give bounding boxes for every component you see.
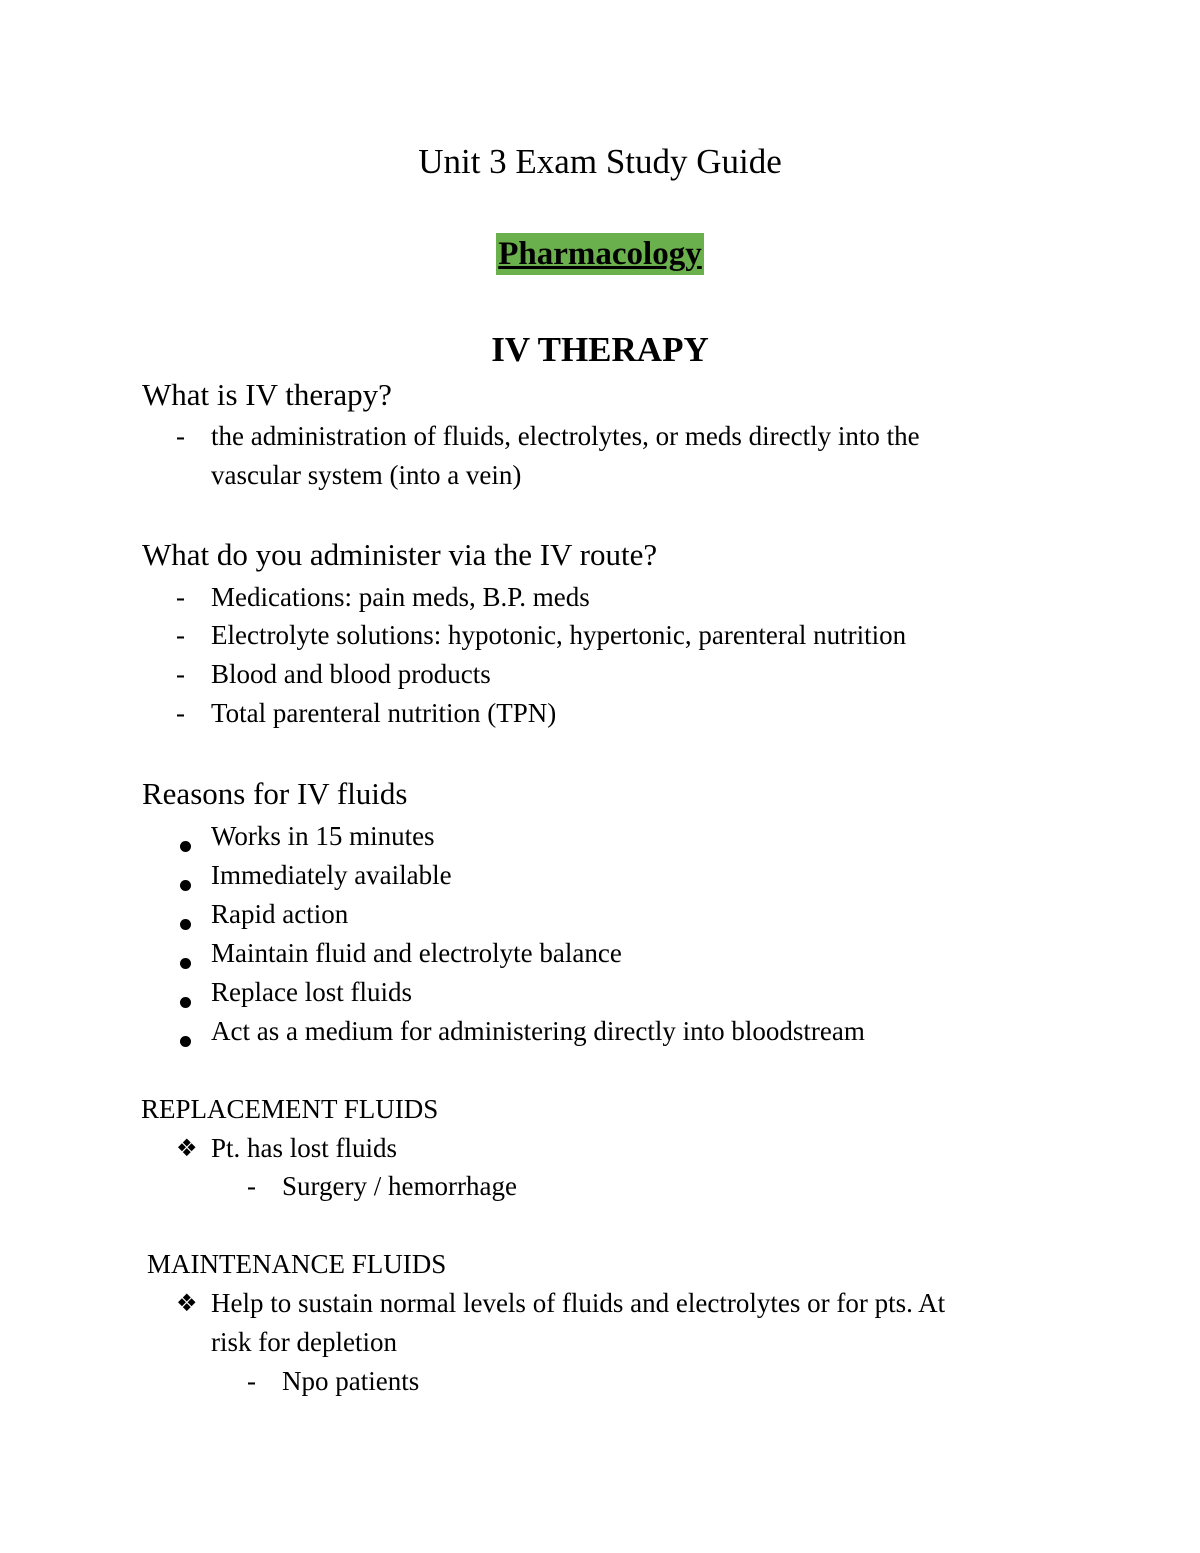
- bullet-dot-icon: [180, 880, 191, 891]
- answer-line-2: vascular system (into a vein): [211, 460, 522, 490]
- section-heading-wrapper: [0, 233, 1200, 275]
- document-title: Unit 3 Exam Study Guide: [418, 142, 782, 181]
- diamond-bullet-icon: ❖: [176, 1134, 198, 1162]
- list-item-line-2: risk for depletion: [211, 1327, 397, 1357]
- list-item: Act as a medium for administering directly into bloodstream: [211, 1016, 865, 1046]
- question-administer: What do you administer via the IV route?: [142, 537, 658, 572]
- bullet-dot-icon: [180, 958, 191, 969]
- dash-marker: -: [247, 1171, 256, 1201]
- list-item: Electrolyte solutions: hypotonic, hypertonic, parenteral nutrition: [211, 620, 907, 650]
- dash-marker: -: [247, 1366, 256, 1396]
- list-item: Maintain fluid and electrolyte balance: [211, 938, 622, 968]
- list-item: Pt. has lost fluids: [211, 1133, 398, 1163]
- list-item: Works in 15 minutes: [211, 821, 435, 851]
- dash-marker: -: [176, 698, 185, 728]
- dash-marker: -: [176, 620, 185, 650]
- heading-replacement-fluids: REPLACEMENT FLUIDS: [141, 1094, 439, 1124]
- list-item: Immediately available: [211, 860, 452, 890]
- list-item: Medications: pain meds, B.P. meds: [211, 582, 590, 612]
- topic-heading: IV THERAPY: [491, 330, 709, 369]
- sub-list-item: Npo patients: [282, 1366, 420, 1396]
- bullet-dot-icon: [180, 997, 191, 1008]
- section-heading-pharmacology: Pharmacology: [496, 233, 703, 275]
- dash-marker: -: [176, 421, 185, 451]
- list-item: Rapid action: [211, 899, 349, 929]
- question-what-is: What is IV therapy?: [142, 377, 392, 412]
- list-item: Total parenteral nutrition (TPN): [211, 698, 557, 728]
- bullet-dot-icon: [180, 841, 191, 852]
- list-item: Blood and blood products: [211, 659, 491, 689]
- dash-marker: -: [176, 659, 185, 689]
- heading-maintenance-fluids: MAINTENANCE FLUIDS: [147, 1249, 447, 1279]
- answer-line-1: the administration of fluids, electrolytes, or meds directly into the: [211, 421, 920, 451]
- dash-marker: -: [176, 582, 185, 612]
- bullet-dot-icon: [180, 919, 191, 930]
- list-item: Replace lost fluids: [211, 977, 412, 1007]
- diamond-bullet-icon: ❖: [176, 1289, 198, 1317]
- sub-list-item: Surgery / hemorrhage: [282, 1171, 517, 1201]
- list-item-line-1: Help to sustain normal levels of fluids and electrolytes or for pts. At: [211, 1288, 946, 1318]
- heading-reasons: Reasons for IV fluids: [142, 776, 408, 811]
- bullet-dot-icon: [180, 1036, 191, 1047]
